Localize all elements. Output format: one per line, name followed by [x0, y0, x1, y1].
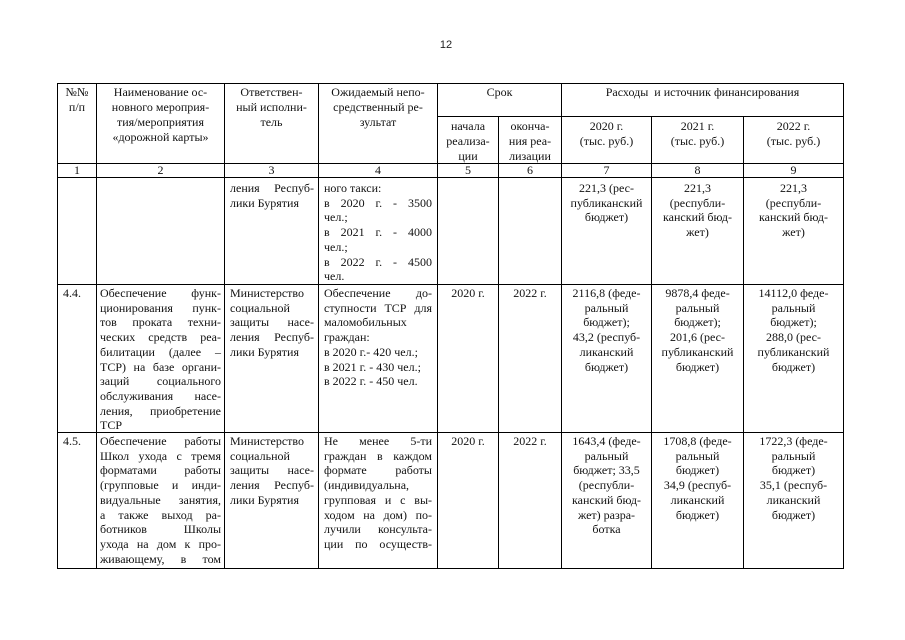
expected-result-cell [319, 285, 437, 432]
activity-name-line: обслуживания насе- [100, 388, 221, 403]
expenses-2022-line: жет) [782, 225, 805, 240]
expenses-2020-line: (республи- [578, 478, 635, 493]
expenses-2022-line: (республи- [765, 195, 822, 210]
header-name-line: новного мероприя- [111, 100, 210, 114]
expenses-2021-cell [652, 285, 743, 432]
expected-result-line: (индивидуальна, [324, 478, 410, 493]
expenses-2021-line: бюджет) [675, 463, 720, 478]
expected-result-line: в 2021 г. - 4000 [324, 225, 432, 240]
header-expenses-line: Расходы и источник финансирования [605, 85, 800, 99]
header-name-cell [97, 84, 224, 163]
page-number: 12 [439, 39, 453, 51]
expenses-2020-line: канский бюд- [572, 492, 641, 507]
expenses-2020-line: бюджет; 33,5 [573, 463, 640, 478]
expected-result-line: чел.; [324, 239, 348, 254]
activity-name-line: тов проката техни- [100, 315, 221, 330]
activity-name-line: ческих средств реа- [100, 330, 221, 345]
expected-result-line: чел. [324, 269, 345, 284]
expected-result-cell [319, 178, 437, 284]
executor-cell [225, 178, 318, 284]
expenses-2020-line: бюджет); [583, 315, 630, 330]
start-date-cell [438, 178, 498, 284]
header-expenses-2022-cell [744, 117, 843, 163]
executor-line: ления Респуб- [230, 330, 314, 345]
expenses-2021-line: канский бюд- [663, 210, 732, 225]
executor-line: защиты насе- [230, 315, 314, 330]
expenses-2021-line: жет) [686, 225, 709, 240]
expenses-2022-line: 221,3 [780, 181, 807, 195]
activity-name-line: ционирования пунк- [100, 300, 221, 315]
activity-name-line: Школ ухода с тремя [100, 448, 221, 463]
expenses-2021-line: (республи- [669, 195, 726, 210]
activity-name-line: Обеспечение функ- [100, 286, 221, 300]
column-number-cell: 2 [97, 164, 224, 177]
expenses-2021-line: ральный [675, 448, 720, 463]
expenses-2021-line: 34,9 (респуб- [663, 478, 732, 493]
expected-result-line: граждан в каждом [324, 448, 432, 463]
expenses-2020-line: жет) разра- [577, 507, 636, 522]
expected-result-line: Не менее 5-ти [324, 434, 432, 448]
expenses-2021-line: бюджет) [675, 359, 720, 374]
header-name-line: Наименование ос- [113, 85, 208, 99]
column-number-cell: 5 [438, 164, 498, 177]
header-expenses-2020-cell [562, 117, 651, 163]
expenses-2021-cell [652, 433, 743, 568]
roadmap-table [57, 83, 844, 569]
expected-result-line: чел.; [324, 210, 348, 225]
expenses-2021-line: 1708,8 (феде- [663, 434, 732, 448]
header-term-end-line: оконча- [510, 119, 550, 133]
column-number-cell: 3 [225, 164, 318, 177]
activity-name-line: (групповые и инди- [100, 478, 221, 493]
expenses-2020-line: ральный [584, 300, 629, 315]
header-executor-line: Ответствен- [240, 85, 303, 99]
expenses-2021-line: бюджет) [675, 507, 720, 522]
start-date-cell [438, 285, 498, 432]
expenses-2021-line: ральный [675, 300, 720, 315]
row-number-cell [58, 433, 96, 568]
expected-result-line: формате работы [324, 463, 432, 478]
expenses-2022-cell [744, 285, 843, 432]
expenses-2022-line: бюджет) [771, 507, 816, 522]
header-expenses-2022-line: 2022 г. [776, 119, 811, 133]
end-date-cell [499, 433, 561, 568]
expected-result-line: в 2021 г. - 430 чел.; [324, 359, 421, 374]
expenses-2022-line: ральный [771, 448, 816, 463]
header-expenses-2020-line: (тыс. руб.) [579, 134, 634, 148]
column-number-cell: 9 [744, 164, 843, 177]
header-term-start-line: реализа- [446, 134, 490, 148]
executor-line: защиты насе- [230, 463, 314, 478]
start-date-cell [438, 433, 498, 568]
expenses-2022-line: ральный [771, 300, 816, 315]
header-number-line: №№ [65, 85, 89, 99]
header-result-line: Ожидаемый непо- [331, 85, 425, 99]
expenses-2022-line: бюджет) [771, 359, 816, 374]
expenses-2020-line: бюджет) [584, 359, 629, 374]
row-number-cell [58, 285, 96, 432]
header-executor-cell [225, 84, 318, 163]
column-number-cell: 6 [499, 164, 561, 177]
expenses-2022-line: 288,0 (рес- [766, 330, 821, 345]
expenses-2022-line: канский бюд- [759, 210, 828, 225]
activity-name-line: заций социального [100, 374, 221, 389]
header-result-line: средственный ре- [333, 100, 423, 114]
expected-result-line: Обеспечение до- [324, 286, 432, 300]
expected-result-line: групповая и с вы- [324, 492, 432, 507]
start-date-line: 2020 г. [451, 434, 485, 448]
expected-result-line: ступности ТСР для [324, 300, 432, 315]
column-number-cell: 8 [652, 164, 743, 177]
expenses-2020-line: бюджет) [584, 210, 629, 225]
header-term-start-line: начала [450, 119, 486, 133]
expenses-2021-line: бюджет); [674, 315, 721, 330]
activity-name-line: ления, приобретение [100, 403, 221, 418]
expected-result-line: ходом на дом) по- [324, 507, 432, 522]
header-name-line: тия/мероприятия [117, 115, 204, 129]
activity-name-cell [97, 178, 224, 284]
expenses-2020-line: публиканский [570, 195, 643, 210]
column-number-cell: 1 [58, 164, 96, 177]
executor-line: ления Респуб- [230, 181, 314, 195]
expenses-2022-line: публиканский [757, 344, 830, 359]
expenses-2020-line: ральный [584, 448, 629, 463]
end-date-cell [499, 285, 561, 432]
column-number-cell: 7 [562, 164, 651, 177]
header-expenses-2021-cell [652, 117, 743, 163]
header-expenses-2021-line: 2021 г. [680, 119, 715, 133]
executor-line: социальной [230, 300, 290, 315]
expenses-2020-line: ликанский [579, 344, 634, 359]
activity-name-line: ТСР [100, 418, 123, 432]
expenses-2021-line: ликанский [670, 492, 725, 507]
expenses-2022-line: бюджет) [771, 463, 816, 478]
expenses-2020-line: 2116,8 (феде- [572, 286, 641, 300]
executor-cell [225, 433, 318, 568]
end-date-line: 2022 г. [513, 434, 547, 448]
activity-name-line: билитации (далее – [100, 344, 221, 359]
expenses-2021-line: публиканский [661, 344, 734, 359]
header-expenses-2020-line: 2020 г. [589, 119, 624, 133]
start-date-line: 2020 г. [451, 286, 485, 300]
header-term-start-line: ции [458, 149, 478, 163]
header-term-end-line: ния реа- [508, 134, 552, 148]
expenses-2022-line: ликанский [766, 492, 821, 507]
header-term-end-line: лизации [509, 149, 551, 163]
column-number-cell: 4 [319, 164, 437, 177]
expected-result-line: в 2022 г. - 450 чел. [324, 374, 418, 389]
executor-line: лики Бурятия [230, 195, 299, 210]
activity-name-cell [97, 433, 224, 568]
expenses-2020-line: 43,2 (респуб- [572, 330, 641, 345]
header-result-line: зультат [359, 115, 397, 129]
header-term-end-cell [499, 117, 561, 163]
end-date-line: 2022 г. [513, 286, 547, 300]
expenses-2022-line: бюджет); [770, 315, 817, 330]
expenses-2021-cell [652, 178, 743, 284]
header-expenses-2021-line: (тыс. руб.) [670, 134, 725, 148]
header-term-cell [438, 84, 561, 116]
executor-line: социальной [230, 448, 290, 463]
executor-line: лики Бурятия [230, 344, 299, 359]
header-executor-line: ный исполни- [236, 100, 307, 114]
executor-line: ления Респуб- [230, 478, 314, 493]
expenses-2020-cell [562, 285, 651, 432]
expected-result-line: лучили консульта- [324, 522, 432, 537]
expenses-2022-line: 35,1 (респуб- [759, 478, 828, 493]
header-name-line: «дорожной карты» [112, 130, 209, 144]
expenses-2020-line: 221,3 (рес- [579, 181, 634, 195]
header-number-line: п/п [68, 100, 86, 114]
expected-result-line: граждан: [324, 330, 370, 345]
expected-result-line: в 2020 г. - 3500 [324, 195, 432, 210]
row-number-cell [58, 178, 96, 284]
expenses-2022-line: 14112,0 феде- [758, 286, 829, 300]
activity-name-cell [97, 285, 224, 432]
executor-line: Министерство [230, 286, 304, 300]
activity-name-line: видуальные занятия, [100, 492, 221, 507]
end-date-cell [499, 178, 561, 284]
expected-result-line: ного такси: [324, 181, 382, 195]
header-expenses-2022-line: (тыс. руб.) [766, 134, 821, 148]
expenses-2021-line: 201,6 (рес- [670, 330, 725, 345]
activity-name-line: живающему, в том [100, 551, 221, 566]
header-executor-line: тель [260, 115, 283, 129]
row-number-line: 4.4. [63, 286, 81, 300]
expected-result-line: в 2020 г.- 420 чел.; [324, 344, 418, 359]
expenses-2021-line: 9878,4 феде- [665, 286, 730, 300]
expenses-2020-line: ботка [592, 522, 621, 537]
executor-line: Министерство [230, 434, 304, 448]
expenses-2020-line: 1643,4 (феде- [572, 434, 641, 448]
expenses-2020-cell [562, 433, 651, 568]
header-term-line: Срок [486, 85, 513, 99]
header-result-cell [319, 84, 437, 163]
expenses-2022-cell [744, 178, 843, 284]
expenses-2022-line: 1722,3 (феде- [759, 434, 828, 448]
expected-result-cell [319, 433, 437, 568]
activity-name-line: ухода на дом к про- [100, 536, 221, 551]
expenses-2021-line: 221,3 [684, 181, 711, 195]
expenses-2022-cell [744, 433, 843, 568]
expected-result-line: маломобильных [324, 315, 407, 330]
expected-result-line: ции по осуществ- [324, 536, 432, 551]
activity-name-line: ботников Школы [100, 522, 221, 537]
row-number-line: 4.5. [63, 434, 81, 448]
activity-name-line: ТСР) на базе органи- [100, 359, 221, 374]
activity-name-line: а также выход ра- [100, 507, 221, 522]
expected-result-line: в 2022 г. - 4500 [324, 254, 432, 269]
header-number-cell [58, 84, 96, 163]
header-term-start-cell [438, 117, 498, 163]
activity-name-line: форматами работы [100, 463, 221, 478]
expenses-2020-cell [562, 178, 651, 284]
activity-name-line: Обеспечение работы [100, 434, 221, 448]
executor-line: лики Бурятия [230, 492, 299, 507]
executor-cell [225, 285, 318, 432]
header-expenses-cell [562, 84, 843, 116]
